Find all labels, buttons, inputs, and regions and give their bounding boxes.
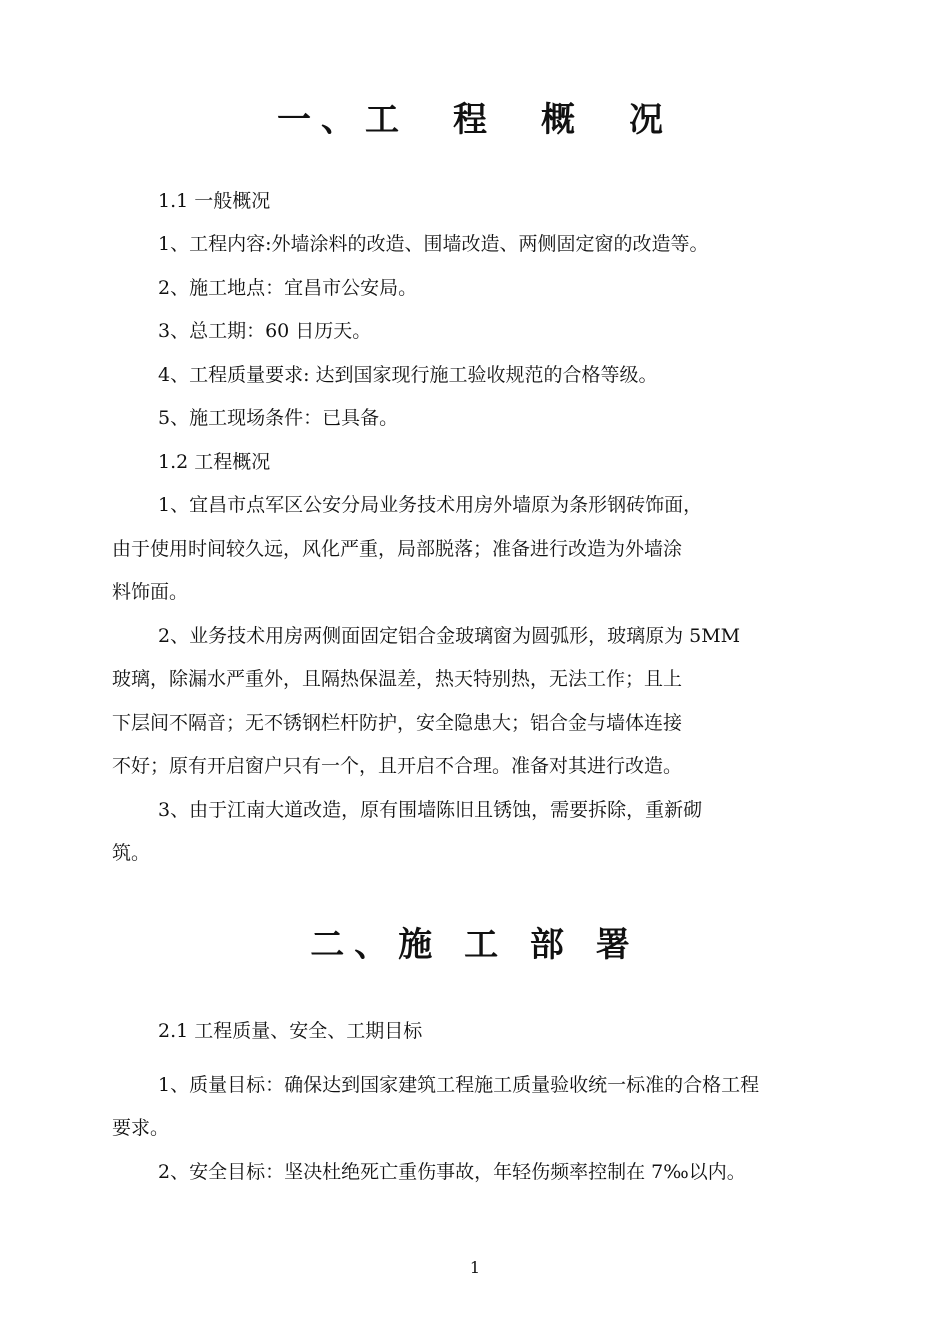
paragraph-line: 下层间不隔音；无不锈钢栏杆防护，安全隐患大；铝合金与墙体连接: [112, 712, 683, 734]
paragraph-line: 2、业务技术用房两侧面固定铝合金玻璃窗为圆弧形，玻璃原为 5MM: [158, 625, 741, 647]
subheading-goals: 2.1 工程质量、安全、工期目标: [158, 1020, 423, 1042]
list-item: 4、工程质量要求: 达到国家现行施工验收规范的合格等级。: [158, 364, 658, 386]
paragraph-line: 玻璃，除漏水严重外，且隔热保温差，热天特别热，无法工作；且上: [112, 668, 683, 690]
paragraph-line: 筑。: [112, 842, 151, 864]
paragraph-line: 1、质量目标：确保达到国家建筑工程施工质量验收统一标准的合格工程: [158, 1074, 760, 1096]
paragraph-line: 1、宜昌市点军区公安分局业务技术用房外墙原为条形钢砖饰面，: [158, 494, 703, 516]
paragraph-line: 料饰面。: [112, 581, 189, 603]
list-item: 5、施工现场条件：已具备。: [158, 407, 399, 429]
paragraph-line: 3、由于江南大道改造，原有围墙陈旧且锈蚀，需要拆除，重新砌: [158, 799, 703, 821]
paragraph-line: 2、安全目标：坚决杜绝死亡重伤事故，年轻伤频率控制在 7‰以内。: [158, 1161, 746, 1183]
list-item: 1、工程内容:外墙涂料的改造、围墙改造、两侧固定窗的改造等。: [158, 233, 709, 255]
section-title-project-overview: 一、工 程 概 况: [277, 100, 673, 140]
paragraph-line: 由于使用时间较久远，风化严重，局部脱落；准备进行改造为外墙涂: [112, 538, 683, 560]
list-item: 3、总工期：60 日历天。: [158, 320, 372, 342]
list-item: 2、施工地点：宜昌市公安局。: [158, 277, 418, 299]
paragraph-line: 不好；原有开启窗户只有一个，且开启不合理。准备对其进行改造。: [112, 755, 683, 777]
subheading-general-overview: 1.1 一般概况: [158, 190, 271, 212]
page-number: 1: [469, 1258, 481, 1277]
subheading-project-overview: 1.2 工程概况: [158, 451, 271, 473]
section-title-construction-deployment: 二、施 工 部 署: [310, 925, 640, 965]
paragraph-line: 要求。: [112, 1117, 170, 1139]
